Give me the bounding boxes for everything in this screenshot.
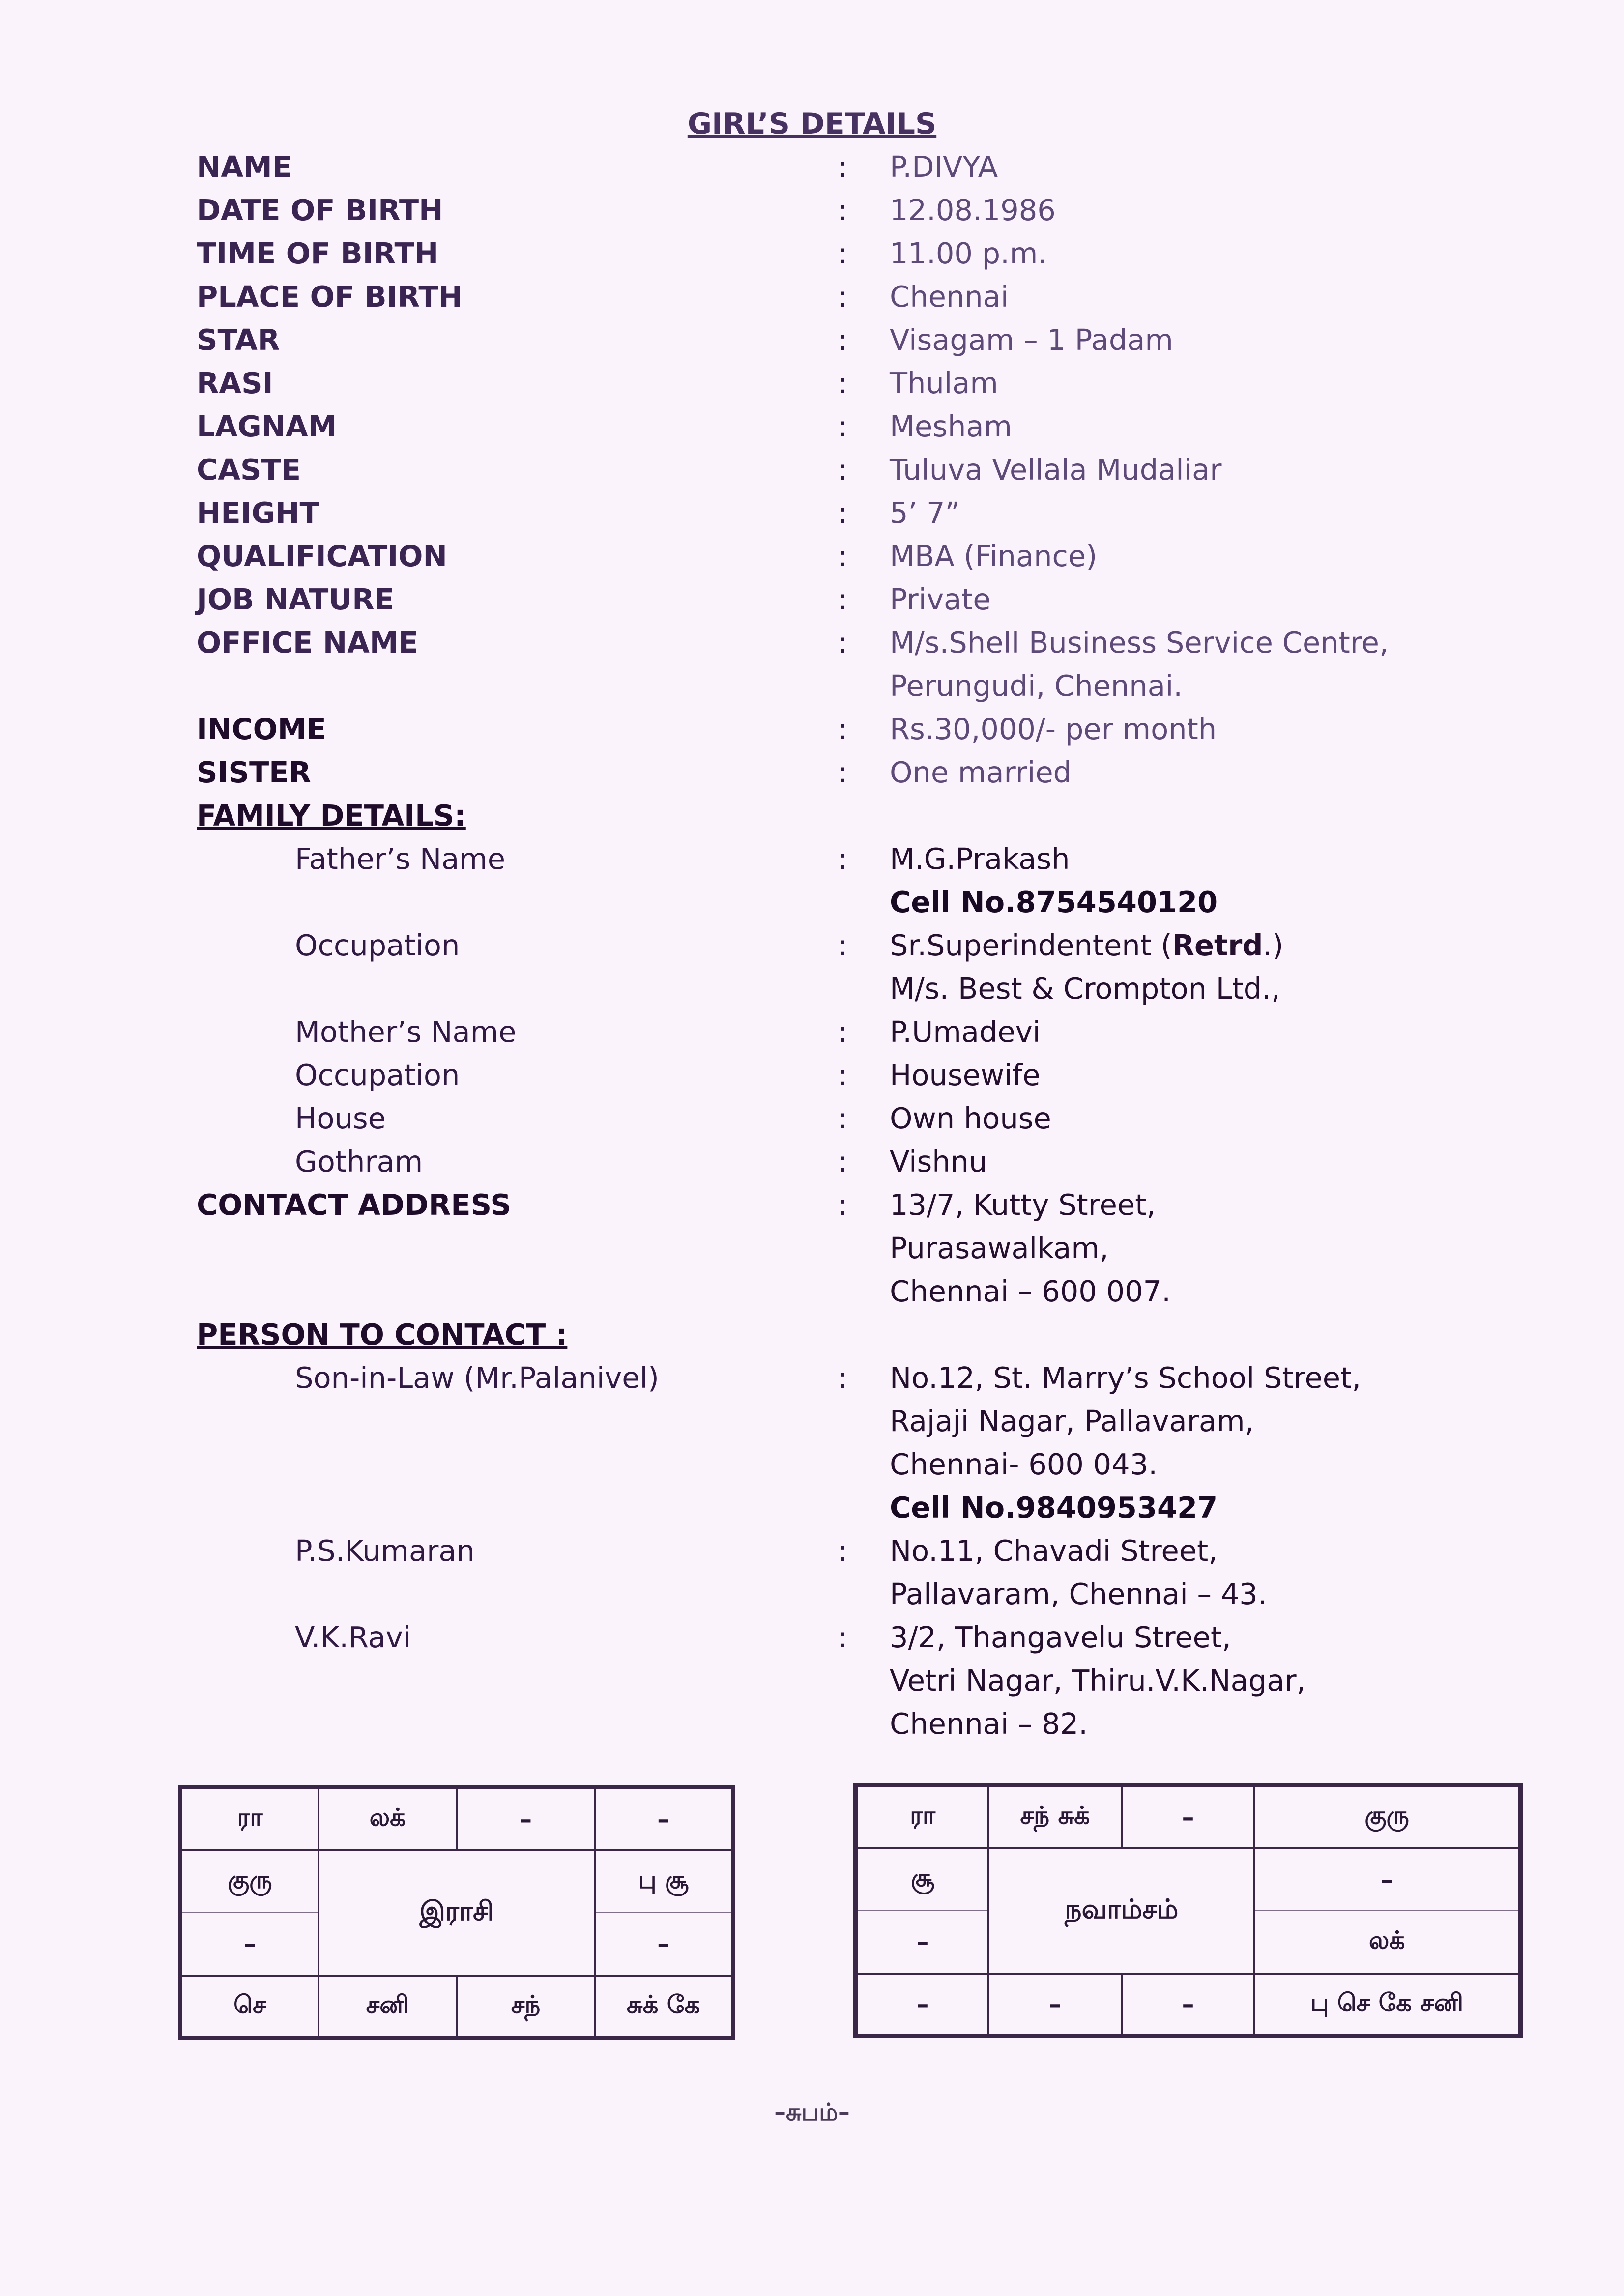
field-label: House [295,1101,386,1135]
field-value: Rajaji Nagar, Pallavaram, [890,1404,1254,1438]
field-value: Thulam [890,366,998,400]
field-value: Chennai [890,280,1009,314]
field-colon: : [838,1534,848,1568]
field-value: Purasawalkam, [890,1231,1109,1265]
rasi-chart-center-label: இராசி [319,1850,595,1976]
field-value: Perungudi, Chennai. [890,669,1183,703]
family-details-heading: FAMILY DETAILS: [197,799,466,832]
field-value: Vetri Nagar, Thiru.V.K.Nagar, [890,1664,1306,1697]
field-label: SISTER [197,755,311,789]
occupation-suffix: .) [1263,928,1284,962]
field-value: Visagam – 1 Padam [890,323,1173,357]
field-label: Gothram [295,1145,423,1178]
rasi-cell: லக் [319,1787,457,1850]
field-colon: : [838,323,848,357]
field-colon: : [838,280,848,314]
navamsam-cell: லக் [1254,1911,1520,1974]
field-value: 13/7, Kutty Street, [890,1188,1156,1222]
field-label: OFFICE NAME [197,626,418,660]
field-label: HEIGHT [197,496,319,530]
field-label: DATE OF BIRTH [197,193,443,227]
cell-number: Cell No.8754540120 [890,885,1218,919]
field-colon: : [838,755,848,789]
field-value: Tuluva Vellala Mudaliar [890,453,1222,487]
field-value: One married [890,755,1072,789]
rasi-cell: – [180,1913,319,1976]
field-label: NAME [197,150,292,184]
field-value: Rs.30,000/- per month [890,712,1217,746]
field-label: QUALIFICATION [197,539,447,573]
rasi-cell: குரு [180,1850,319,1913]
field-value: Chennai- 600 043. [890,1447,1158,1481]
navamsam-cell: – [856,1911,989,1974]
field-value: 5’ 7” [890,496,960,530]
rasi-cell: – [457,1787,595,1850]
field-value: P.DIVYA [890,150,998,184]
navamsam-chart [853,1783,1523,2038]
field-label: RASI [197,366,273,400]
field-colon: : [838,193,848,227]
field-value: P.Umadevi [890,1015,1041,1049]
field-colon: : [838,1058,848,1092]
field-value: M/s. Best & Crompton Ltd., [890,972,1280,1005]
field-value: 11.00 p.m. [890,236,1047,270]
field-label: V.K.Ravi [295,1620,411,1654]
field-label: CONTACT ADDRESS [197,1188,511,1222]
field-colon: : [838,1620,848,1654]
field-value: Mesham [890,409,1012,443]
field-value: Pallavaram, Chennai – 43. [890,1577,1267,1611]
footer-subham: –சுபம்– [774,2098,850,2126]
person-to-contact-heading: PERSON TO CONTACT : [197,1318,568,1351]
field-label: Father’s Name [295,842,506,876]
field-colon: : [838,582,848,616]
field-colon: : [838,928,848,962]
field-value: M.G.Prakash [890,842,1070,876]
navamsam-cell: – [988,1974,1122,2037]
field-colon: : [838,842,848,876]
field-colon: : [838,150,848,184]
navamsam-cell: – [1122,1785,1255,1848]
rasi-cell: – [595,1787,733,1850]
field-label: Occupation [295,928,460,962]
cell-number: Cell No.9840953427 [890,1491,1218,1524]
field-label: STAR [197,323,280,357]
field-label: Occupation [295,1058,460,1092]
field-colon: : [838,1145,848,1178]
field-value: MBA (Finance) [890,539,1098,573]
occupation-retired: Retrd [1172,928,1263,962]
field-colon: : [838,1188,848,1222]
field-label: CASTE [197,453,301,487]
rasi-cell: – [595,1913,733,1976]
rasi-cell: சுக் கே [595,1976,733,2038]
navamsam-cell: ரா [856,1785,989,1848]
navamsam-cell: – [1122,1974,1255,2037]
field-label: JOB NATURE [197,582,394,616]
field-colon: : [838,1361,848,1395]
rasi-cell: செ [180,1976,319,2038]
field-colon: : [838,366,848,400]
field-colon: : [838,712,848,746]
navamsam-cell: – [1254,1848,1520,1911]
rasi-cell: சந் [457,1976,595,2038]
field-label: INCOME [197,712,326,746]
rasi-cell: பு சூ [595,1850,733,1913]
page-title: GIRL’S DETAILS [687,107,937,141]
navamsam-chart-center-label: நவாம்சம் [988,1848,1254,1974]
field-label: Son-in-Law (Mr.Palanivel) [295,1361,659,1395]
field-value: No.12, St. Marry’s School Street, [890,1361,1361,1395]
field-colon: : [838,453,848,487]
field-label: LAGNAM [197,409,337,443]
field-value: Chennai – 82. [890,1707,1088,1741]
field-label: TIME OF BIRTH [197,236,439,270]
field-colon: : [838,539,848,573]
field-colon: : [838,626,848,660]
rasi-cell: சனி [319,1976,457,2038]
navamsam-cell: பு செ கே சனி [1254,1974,1520,2037]
field-colon: : [838,409,848,443]
rasi-cell: ரா [180,1787,319,1850]
field-value: No.11, Chavadi Street, [890,1534,1218,1568]
field-value: M/s.Shell Business Service Centre, [890,626,1389,660]
field-value: Vishnu [890,1145,987,1178]
field-value: Chennai – 600 007. [890,1274,1171,1308]
field-value: 3/2, Thangavelu Street, [890,1620,1231,1654]
rasi-chart [178,1785,735,2040]
field-colon: : [838,236,848,270]
field-label: Mother’s Name [295,1015,517,1049]
field-colon: : [838,1101,848,1135]
field-colon: : [838,496,848,530]
navamsam-cell: குரு [1254,1785,1520,1848]
field-value [890,924,1283,967]
occupation-prefix: Sr.Superindentent ( [890,928,1172,962]
field-value: 12.08.1986 [890,193,1056,227]
field-value: Housewife [890,1058,1041,1092]
field-value: Own house [890,1101,1051,1135]
field-colon: : [838,1015,848,1049]
field-value: Private [890,582,991,616]
field-label: P.S.Kumaran [295,1534,475,1568]
navamsam-cell: சந் சுக் [988,1785,1122,1848]
navamsam-cell: – [856,1974,989,2037]
field-label: PLACE OF BIRTH [197,280,463,314]
navamsam-cell: சூ [856,1848,989,1911]
